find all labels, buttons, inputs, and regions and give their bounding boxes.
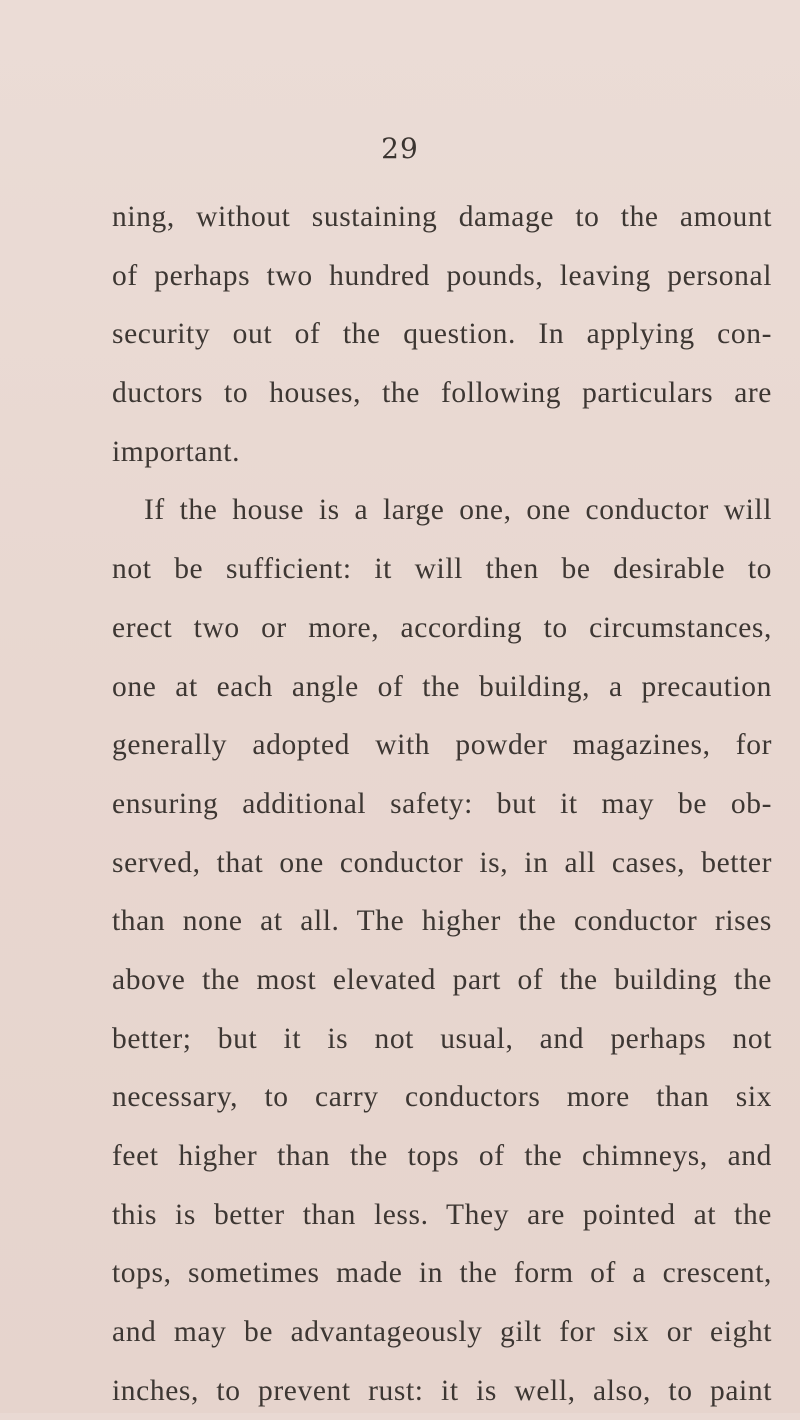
text-line: this is better than less. They are pointed at the xyxy=(112,1198,772,1231)
text-line: ensuring additional safety: but it may be ob- xyxy=(112,787,772,820)
text-line: feet higher than the tops of the chimneys, and xyxy=(112,1140,772,1172)
text-line: not be sufficient: it will then be desirable to xyxy=(112,553,772,586)
text-line: erect two or more, according to circumstances, xyxy=(112,611,772,644)
text-line: than none at all. The higher the conductor rises xyxy=(112,905,772,938)
page-number: 29 xyxy=(381,132,419,165)
text-line: of perhaps two hundred pounds, leaving personal xyxy=(112,259,772,292)
text-line: one at each angle of the building, a precaution xyxy=(112,670,772,703)
text-line: security out of the question. In applying con- xyxy=(112,318,772,351)
text-line: better; but it is not usual, and perhaps not xyxy=(112,1022,772,1055)
text-line: above the most elevated part of the building the xyxy=(112,963,772,996)
text-line: and may be advantageously gilt for six or eight xyxy=(112,1316,772,1349)
text-line: ductors to houses, the following particulars are xyxy=(112,377,772,410)
paragraph-start-line: If the house is a large one, one conductor will xyxy=(144,494,772,527)
text-line: inches, to prevent rust: it is well, also, to paint xyxy=(112,1374,772,1407)
text-line: necessary, to carry conductors more than six xyxy=(112,1081,772,1114)
text-line: generally adopted with powder magazines, for xyxy=(112,729,772,762)
text-line: served, that one conductor is, in all cases, better xyxy=(112,846,772,879)
text-line: ning, without sustaining damage to the amount xyxy=(112,201,772,233)
body-text xyxy=(112,188,772,1420)
text-line: important. xyxy=(112,435,241,468)
text-line: tops, sometimes made in the form of a crescent, xyxy=(112,1257,772,1290)
